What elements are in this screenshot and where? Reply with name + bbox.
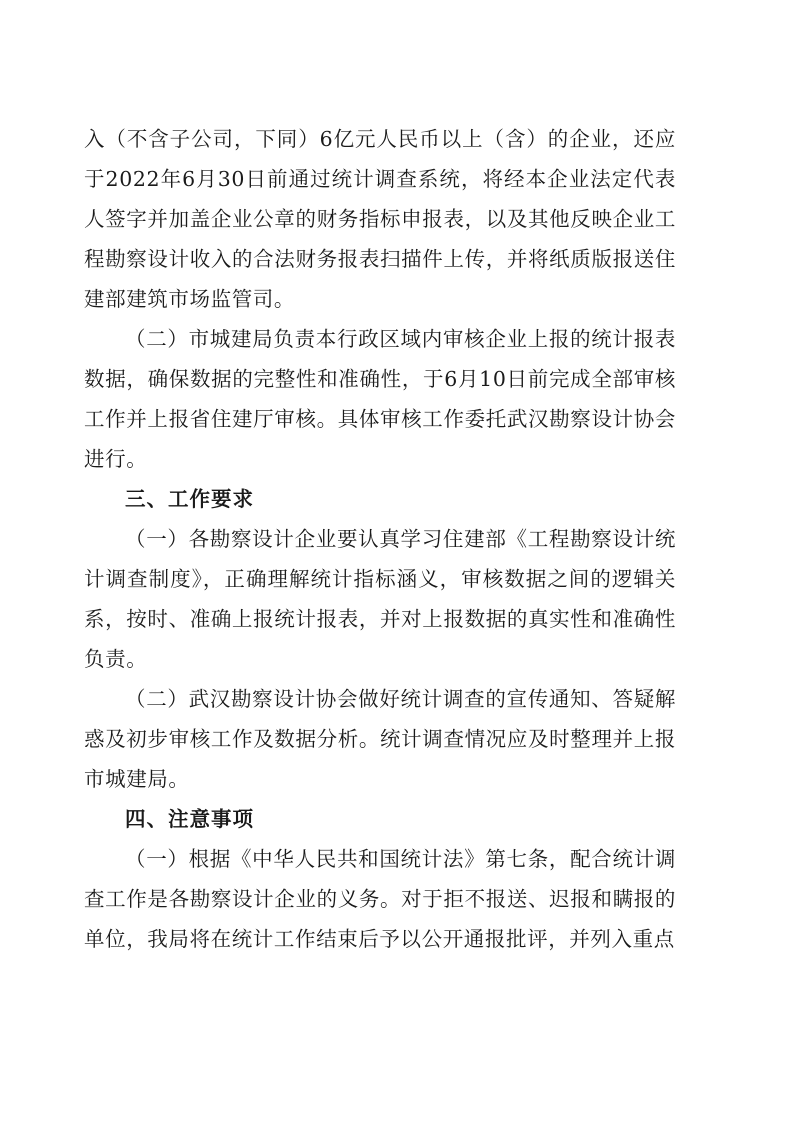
paragraph-statistics-law: （一）根据《中华人民共和国统计法》第七条，配合统计调查工作是各勘察设计企业的义务。对于拒不报送、迟报和瞒报的单位，我局将在统计工作结束后予以公开通报批评，并列入重点	[84, 847, 676, 951]
paragraph-association-duties: （二）武汉勘察设计协会做好统计调查的宣传通知、答疑解惑及初步审核工作及数据分析。统计调查情况应及时整理并上报市城建局。	[84, 687, 676, 791]
section-heading-notes: 四、注意事项	[125, 807, 254, 831]
paragraph-enterprise-study: （一）各勘察设计企业要认真学习住建部《工程勘察设计统计调查制度》，正确理解统计指标涵义，审核数据之间的逻辑关系，按时、准确上报统计报表，并对上报数据的真实性和准确性负责。	[84, 527, 676, 671]
paragraph-city-bureau-review: （二）市城建局负责本行政区域内审核企业上报的统计报表数据，确保数据的完整性和准确性，于6月10日前完成全部审核工作并上报省住建厅审核。具体审核工作委托武汉勘察设计协会进行。	[84, 327, 676, 471]
section-heading-work-requirements: 三、工作要求	[125, 487, 254, 511]
document-body	[84, 119, 676, 959]
paragraph-continuation: 入（不含子公司，下同）6亿元人民币以上（含）的企业，还应于2022年6月30日前通过统计调查系统，将经本企业法定代表人签字并加盖企业公章的财务指标申报表，以及其他反映企业工程勘察设计收入的合法财务报表扫描件上传，并将纸质版报送住建部建筑市场监管司。	[84, 127, 676, 311]
